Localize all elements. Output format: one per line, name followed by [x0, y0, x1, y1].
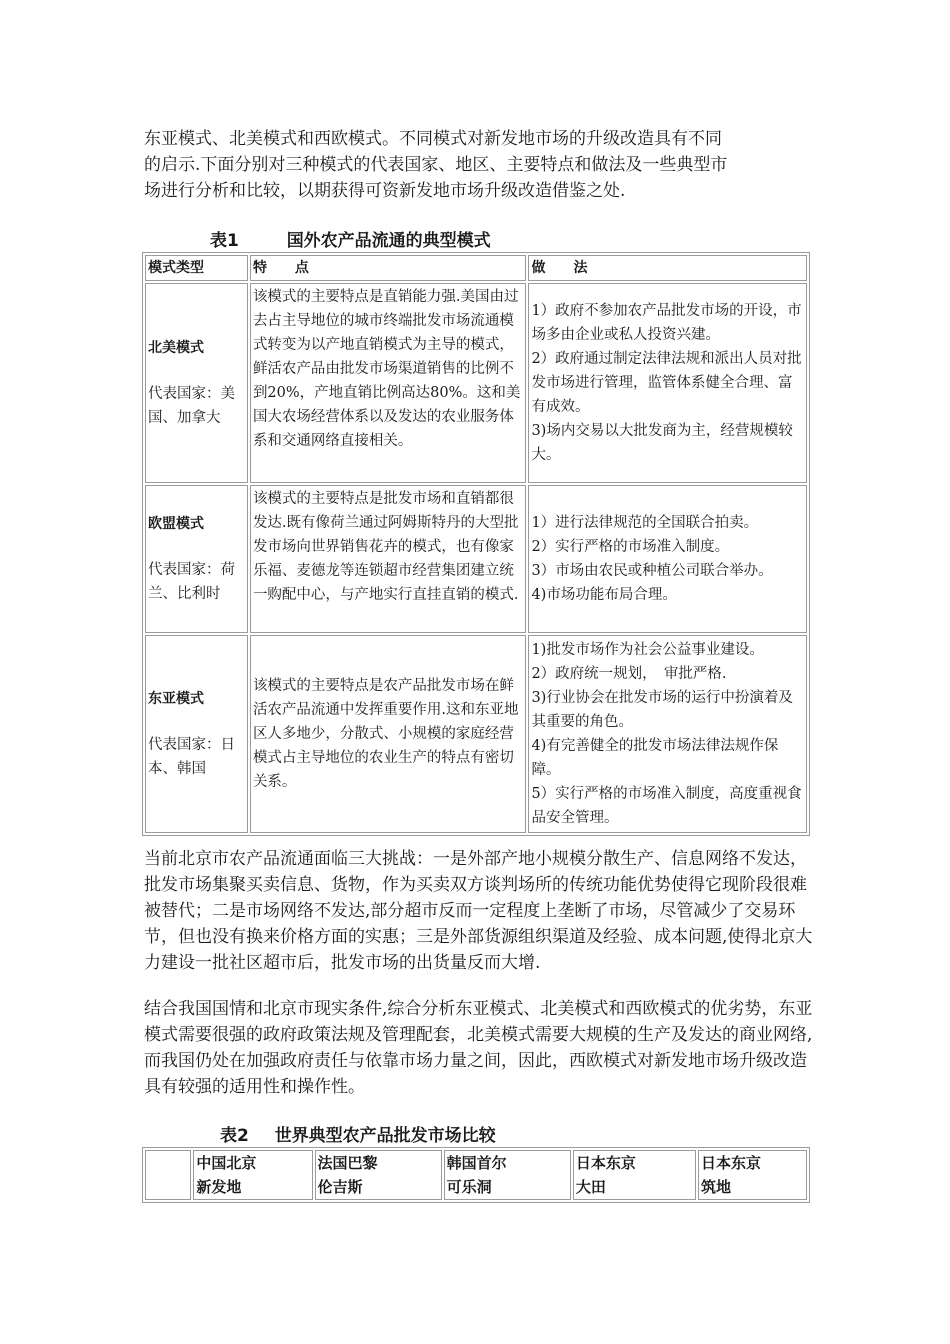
- table2-header-cell: [315, 1150, 442, 1200]
- intro-paragraph: [144, 126, 814, 204]
- table1-caption: [210, 226, 491, 251]
- market-name: 伦吉斯: [317, 1178, 363, 1196]
- mode-name: 欧盟模式: [148, 516, 204, 532]
- mode-name: 北美模式: [148, 340, 204, 356]
- mode-cell: [145, 635, 248, 833]
- mode-country: 代表国家：日本、韩国: [148, 737, 235, 777]
- body-paragraph-2: 结合我国国情和北京市现实条件,综合分析东亚模式、北美模式和西欧模式的优劣势，东亚模式需要很强的政府政策法规及管理配套，北美模式需要大规模的生产及发达的商业网络,而我国仍处在加强政府责任与依靠市场力量之间，因此，西欧模式对新发地市场升级改造具有较强的适用性和操作性。: [144, 999, 813, 1097]
- table2-header-row: [145, 1150, 807, 1200]
- table2-caption: [220, 1121, 496, 1146]
- intro-line: 的启示.下面分别对三种模式的代表国家、地区、主要特点和做法及一些典型市: [144, 155, 728, 175]
- table2-caption-title: 世界典型农产品批发市场比较: [274, 1126, 496, 1146]
- table1-header-cell: 做 法: [528, 255, 807, 281]
- market-name: 新发地: [196, 1178, 242, 1196]
- table2: [142, 1147, 810, 1203]
- table1-header-cell: 模式类型: [145, 255, 248, 281]
- intro-line: 场进行分析和比较，以期获得可资新发地市场升级改造借鉴之处.: [144, 181, 626, 201]
- body-paragraph-1: 当前北京市农产品流通面临三大挑战：一是外部产地小规模分散生产、信息网络不发达，批发市场集聚买卖信息、货物，作为买卖双方谈判场所的传统功能优势使得它现阶段很难被替代；二是市场网络不发达,部分超市反而一定程度上垄断了市场，尽管减少了交易环节，但也没有换来价格方面的实惠；三是外部货源组织渠道及经验、成本问题,使得北京大力建设一批社区超市后，批发市场的出货量反而大增.: [144, 849, 813, 973]
- market-city: 法国巴黎: [317, 1154, 378, 1172]
- practice-item: 3）市场由农民或种植公司联合举办。: [531, 563, 773, 579]
- practice-cell: [528, 635, 807, 833]
- mode-cell: [145, 485, 248, 633]
- market-name: 可乐洞: [446, 1178, 492, 1196]
- table-row: [145, 635, 807, 833]
- feature-cell: 该模式的主要特点是直销能力强.美国由过去占主导地位的城市终端批发市场流通模式转变为以产地直销模式为主导的模式，鲜活农产品由批发市场渠道销售的比例不到20%，产地直销比例高达80%。这和美国大农场经营体系以及发达的农业服务体系和交通网络直接相关。: [250, 283, 527, 483]
- table2-header-cell: [698, 1150, 807, 1200]
- feature-cell: 该模式的主要特点是农产品批发市场在鲜活农产品流通中发挥重要作用.这和东亚地区人多地少，分散式、小规模的家庭经营模式占主导地位的农业生产的特点有密切关系。: [250, 635, 527, 833]
- table1-caption-number: 表1: [210, 231, 239, 251]
- practice-item: 2）政府通过制定法律法规和派出人员对批发市场进行管理，监管体系健全合理、富有成效。: [531, 351, 802, 415]
- mode-name: 东亚模式: [148, 691, 204, 707]
- practice-cell: [528, 283, 807, 483]
- mode-cell: [145, 283, 248, 483]
- market-name: 筑地: [700, 1178, 731, 1196]
- table2-header-cell: [573, 1150, 696, 1200]
- practice-item: 2）实行严格的市场准入制度。: [531, 539, 730, 555]
- practice-item: 4)有完善健全的批发市场法律法规作保障。: [531, 738, 779, 778]
- table1-caption-title: 国外农产品流通的典型模式: [286, 231, 491, 251]
- practice-item: 1)批发市场作为社会公益事业建设。: [531, 642, 764, 658]
- table-row: [145, 485, 807, 633]
- table2-header-cell: [444, 1150, 571, 1200]
- table1-header-row: [145, 255, 807, 281]
- practice-item: 3)场内交易以大批发商为主，经营规模较大。: [531, 423, 793, 463]
- table2-corner-cell: [145, 1150, 191, 1200]
- practice-item: 1）进行法律规范的全国联合拍卖。: [531, 515, 759, 531]
- market-city: 日本东京: [575, 1154, 636, 1172]
- practice-item: 5）实行严格的市场准入制度，高度重视食品安全管理。: [531, 786, 802, 826]
- market-city: 韩国首尔: [446, 1154, 507, 1172]
- table1: [142, 252, 810, 836]
- practice-item: 2）政府统一规划， 审批严格.: [531, 666, 727, 682]
- market-city: 日本东京: [700, 1154, 761, 1172]
- market-name: 大田: [575, 1178, 606, 1196]
- practice-item: 1）政府不参加农产品批发市场的开设，市场多由企业或私人投资兴建。: [531, 303, 802, 343]
- table2-header-cell: [193, 1150, 312, 1200]
- mode-country: 代表国家：荷兰、比利时: [148, 562, 235, 602]
- market-city: 中国北京: [196, 1154, 257, 1172]
- intro-line: 东亚模式、北美模式和西欧模式。不同模式对新发地市场的升级改造具有不同: [144, 129, 722, 149]
- practice-item: 3)行业协会在批发市场的运行中扮演着及其重要的角色。: [531, 690, 793, 730]
- table-row: [145, 283, 807, 483]
- feature-cell: 该模式的主要特点是批发市场和直销都很发达.既有像荷兰通过阿姆斯特丹的大型批发市场向世界销售花卉的模式，也有像家乐福、麦德龙等连锁超市经营集团建立统一购配中心，与产地实行直挂直销的模式.: [250, 485, 527, 633]
- practice-item: 4)市场功能布局合理。: [531, 587, 677, 603]
- table1-header-cell: 特 点: [250, 255, 527, 281]
- mode-country: 代表国家：美国、加拿大: [148, 386, 235, 426]
- table2-caption-number: 表2: [220, 1126, 249, 1146]
- practice-cell: [528, 485, 807, 633]
